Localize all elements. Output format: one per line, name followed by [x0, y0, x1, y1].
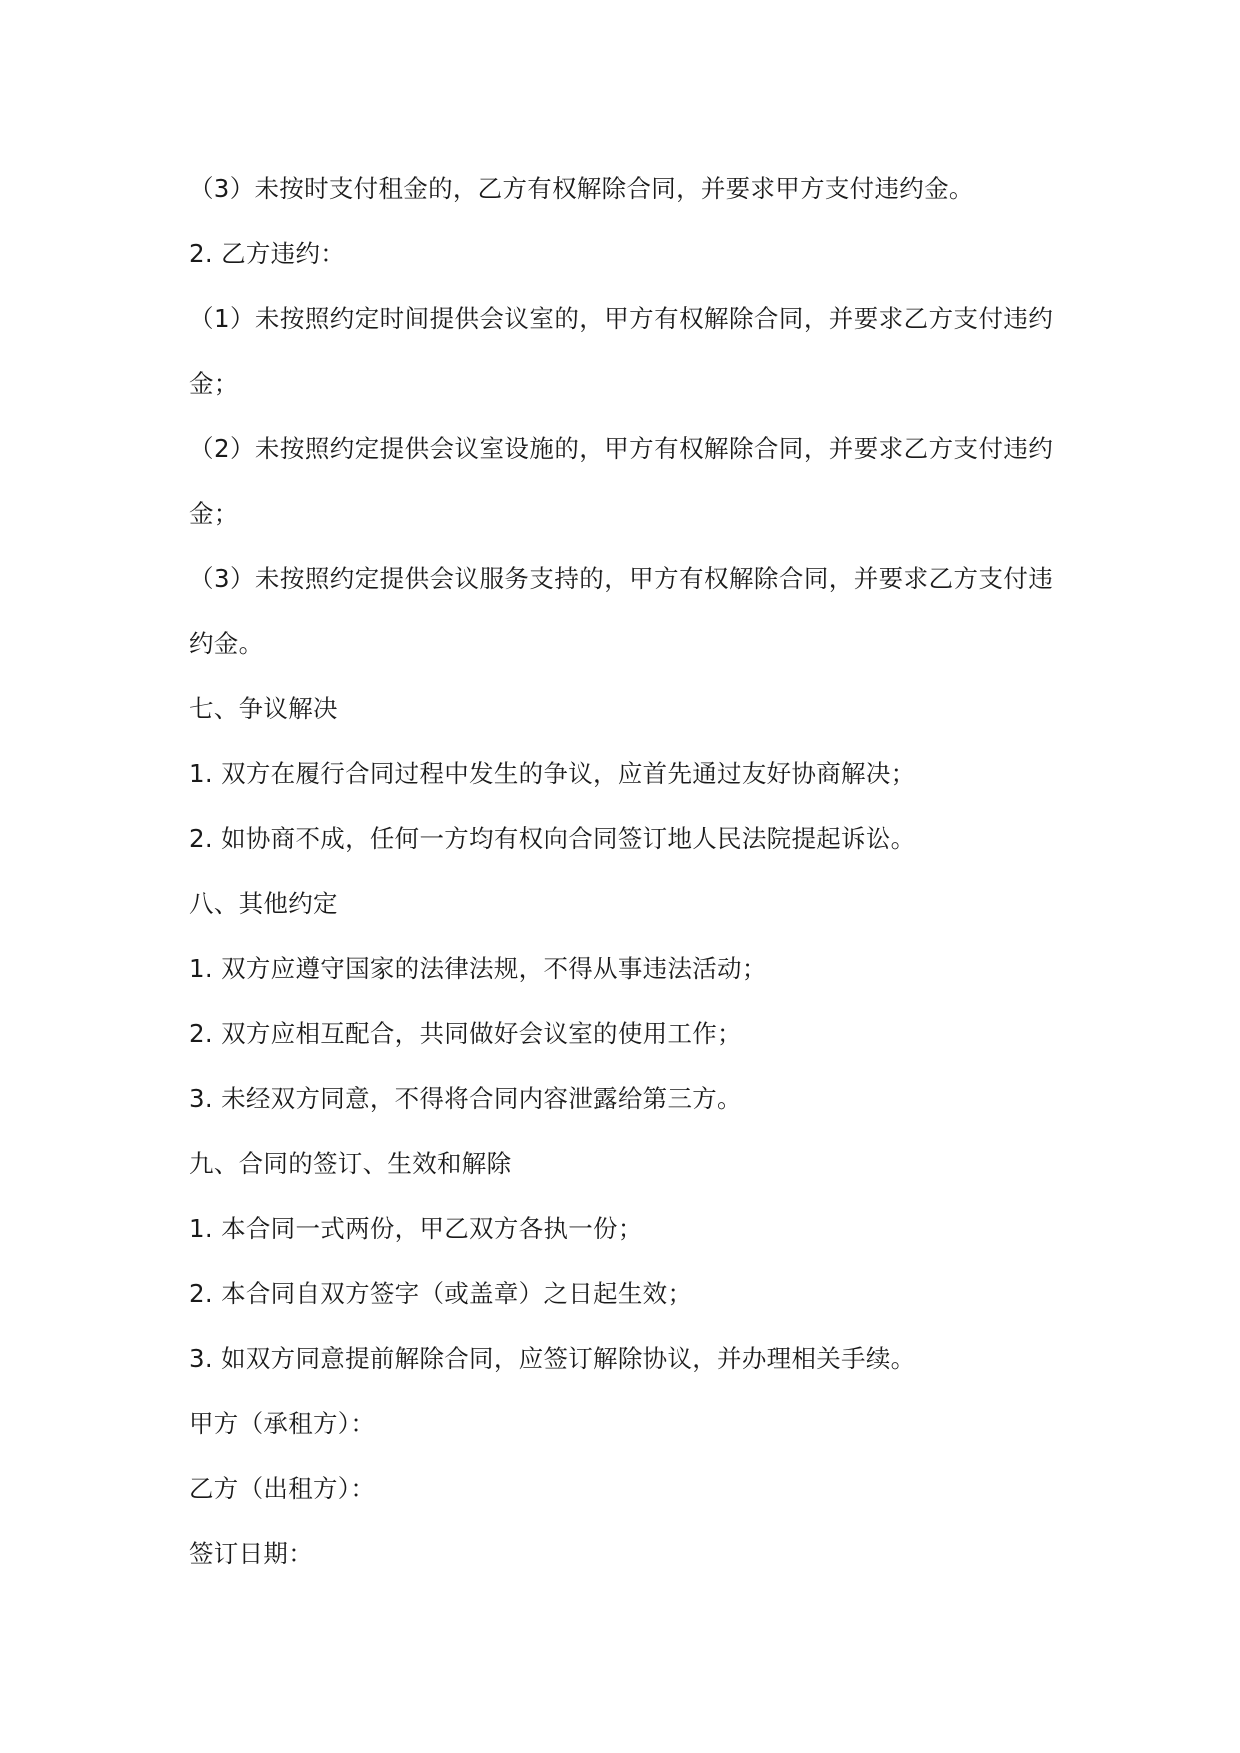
clause-line: （3）未按时支付租金的，乙方有权解除合同，并要求甲方支付违约金。 — [189, 174, 974, 203]
clause-line: 2. 本合同自双方签字（或盖章）之日起生效； — [189, 1279, 693, 1308]
signature-party-b: 乙方（出租方）： — [189, 1474, 376, 1503]
clause-line-continuation: 金； — [189, 369, 239, 398]
clause-line-continuation: 约金。 — [189, 629, 264, 658]
signature-party-a: 甲方（承租方）： — [189, 1409, 376, 1438]
clause-line: 2. 如协商不成，任何一方均有权向合同签订地人民法院提起诉讼。 — [189, 824, 916, 853]
clause-line-continuation: 金； — [189, 499, 239, 528]
clause-line: 1. 本合同一式两份，甲乙双方各执一份； — [189, 1214, 643, 1243]
section-heading: 九、合同的签订、生效和解除 — [189, 1149, 512, 1178]
document-body — [189, 156, 1069, 1586]
section-heading: 八、其他约定 — [189, 889, 338, 918]
clause-heading: 2. 乙方违约： — [189, 239, 346, 268]
clause-line: 3. 未经双方同意，不得将合同内容泄露给第三方。 — [189, 1084, 742, 1113]
clause-line: 1. 双方在履行合同过程中发生的争议，应首先通过友好协商解决； — [189, 759, 916, 788]
clause-line: （3）未按照约定提供会议服务支持的，甲方有权解除合同，并要求乙方支付违 — [189, 564, 1054, 593]
section-heading: 七、争议解决 — [189, 694, 338, 723]
clause-line: 1. 双方应遵守国家的法律法规，不得从事违法活动； — [189, 954, 767, 983]
signature-date: 签订日期： — [189, 1539, 313, 1568]
clause-line: 2. 双方应相互配合，共同做好会议室的使用工作； — [189, 1019, 742, 1048]
clause-line: （2）未按照约定提供会议室设施的，甲方有权解除合同，并要求乙方支付违约 — [189, 434, 1054, 463]
clause-line: 3. 如双方同意提前解除合同，应签订解除协议，并办理相关手续。 — [189, 1344, 916, 1373]
clause-line: （1）未按照约定时间提供会议室的，甲方有权解除合同，并要求乙方支付违约 — [189, 304, 1054, 333]
